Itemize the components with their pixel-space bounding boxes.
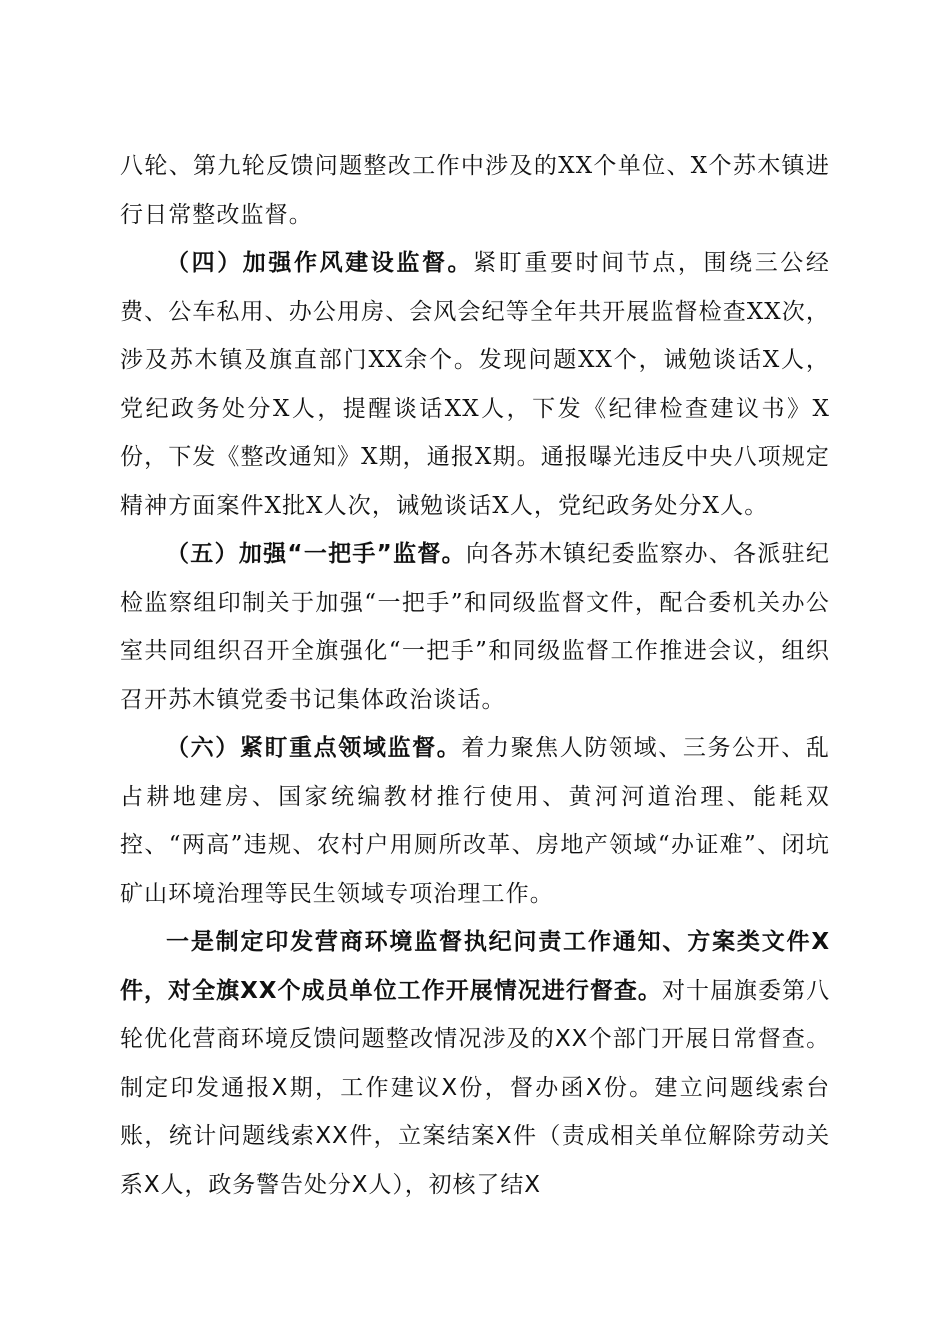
section-heading-five: （五）加强“一把手”监督。 (166, 541, 466, 567)
section-heading-six: （六）紧盯重点领域监督。 (166, 735, 462, 761)
paragraph-body: 对十届旗委第八轮优化营商环境反馈问题整改情况涉及的XX个部门开展日常督查。制定印发通报X期，工作建议X份，督办函X份。建立问题线索台账，统计问题线索XX件，立案结案X件（责成相关单位解除劳动关系X人，政务警告处分X人），初核了结X (120, 977, 830, 1198)
paragraph-top-leader-supervision (120, 530, 830, 724)
paragraph-business-environment (120, 918, 830, 1209)
paragraph-key-areas-supervision (120, 724, 830, 918)
paragraph-body: 着力聚焦人防领域、三务公开、乱占耕地建房、国家统编教材推行使用、黄河河道治理、能耗双控、“两高”违规、农村户用厕所改革、房地产领域“办证难”、闭坑矿山环境治理等民生领域专项治理工作。 (120, 735, 831, 907)
paragraph-body: 八轮、第九轮反馈问题整改工作中涉及的XX个单位、X个苏木镇进行日常整改监督。 (120, 153, 830, 228)
document-body (120, 142, 830, 1209)
paragraph-body: 紧盯重要时间节点，围绕三公经费、公车私用、办公用房、会风会纪等全年共开展监督检查XX次，涉及苏木镇及旗直部门XX余个。发现问题XX个，诫勉谈话X人，党纪政务处分X人，提醒谈话XX人，下发《纪律检查建议书》X份，下发《整改通知》X期，通报X期。通报曝光违反中央八项规定精神方面案件X批X人次，诫勉谈话X人，党纪政务处分X人。 (120, 250, 830, 519)
paragraph-body: 向各苏木镇纪委监察办、各派驻纪检监察组印制关于加强“一把手”和同级监督文件，配合委机关办公室共同组织召开全旗强化“一把手”和同级监督工作推进会议，组织召开苏木镇党委书记集体政治谈话。 (120, 541, 830, 713)
section-heading-four: （四）加强作风建设监督。 (166, 250, 474, 276)
paragraph-lead-sentence: 一是制定印发营商环境监督执纪问责工作通知、方案类文件X件，对全旗XX个成员单位工作开展情况进行督查。 (120, 929, 830, 1004)
paragraph-continuation (120, 142, 830, 239)
paragraph-work-style-supervision (120, 239, 830, 530)
